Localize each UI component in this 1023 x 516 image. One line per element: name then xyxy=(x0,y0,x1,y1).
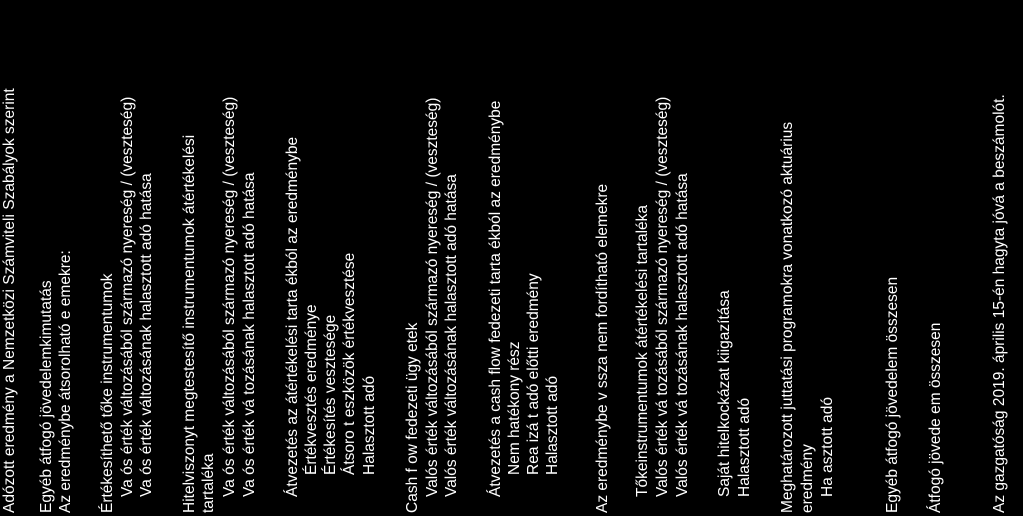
text-line: Valós érték vá tozásának halasztott adó hatása xyxy=(674,173,691,497)
text-line: Egyéb átfogó jövedelem összesen xyxy=(884,276,901,513)
text-line: Az gazgatóság 2019. április 15-én hagyta jóvá a beszámolót. xyxy=(991,94,1008,513)
text-line: Halasztott adó xyxy=(361,375,378,475)
text-line: Valós érték változásából származó nyereség / (veszteség) xyxy=(424,97,441,497)
text-line: Átvezetés a cash flow fedezeti tarta ékból az eredménybe xyxy=(487,100,504,497)
text-line: eredmény xyxy=(799,444,816,513)
text-line: Átvezetés az átértékelési tarta ékból az eredménybe xyxy=(284,136,301,497)
text-line: Halasztott adó xyxy=(544,375,561,475)
text-line: Va ós érték vá tozásának halasztott adó hatása xyxy=(241,172,258,497)
text-line: Átfogó jövede em összesen xyxy=(927,322,944,513)
text-line: Értékvesztés eredménye xyxy=(303,304,320,475)
text-line: Értékesítés vesztesége xyxy=(322,314,339,475)
text-line: Va ós érték változásából származó nyereség / (veszteség) xyxy=(221,96,238,497)
text-line: Valós érték vá tozásából származó nyereség / (veszteség) xyxy=(654,96,671,497)
text-line: Adózott eredmény a Nemzetközi Számviteli Szabályok szerint xyxy=(1,88,18,513)
text-line: Értékesíthető tőke instrumentumok xyxy=(99,273,116,513)
text-line: tartaléka xyxy=(200,453,217,513)
text-line: Va ós érték változásából származó nyereség / (veszteség) xyxy=(119,96,136,497)
text-line: Halasztott adó xyxy=(736,397,753,497)
text-line: Meghatározott juttatási programokra vonatkozó aktuárius xyxy=(779,121,796,513)
text-line: Cash f ow fedezeti ügy etek xyxy=(404,322,421,513)
text-line: Átsoro t eszközök értékvesztése xyxy=(341,252,358,475)
text-line: Egyéb átfogó jövedelemkimutatás xyxy=(38,280,55,513)
text-line: Nem hatékony rész xyxy=(506,341,523,475)
text-line: Valós érték változásának halasztott adó hatása xyxy=(443,174,460,497)
text-line: Tőkeinstrumentumok átértékelési tartaléka xyxy=(634,204,651,497)
text-line: Hitelviszonyt megtestesítő instrumentumok átértékelési xyxy=(181,134,198,513)
text-line: Va ós érték változásának halasztott adó hatása xyxy=(138,173,155,497)
text-line: Ha asztott adó xyxy=(819,397,836,497)
text-line: Saját hitelkockázat kiigazítása xyxy=(716,290,733,497)
text-line: Az eredménybe v ssza nem fordítható elemekre xyxy=(594,183,611,513)
text-line: Rea izá t adó előtti eredmény xyxy=(525,273,542,475)
text-line: Az eredménybe átsorolható e emekre: xyxy=(57,250,74,513)
